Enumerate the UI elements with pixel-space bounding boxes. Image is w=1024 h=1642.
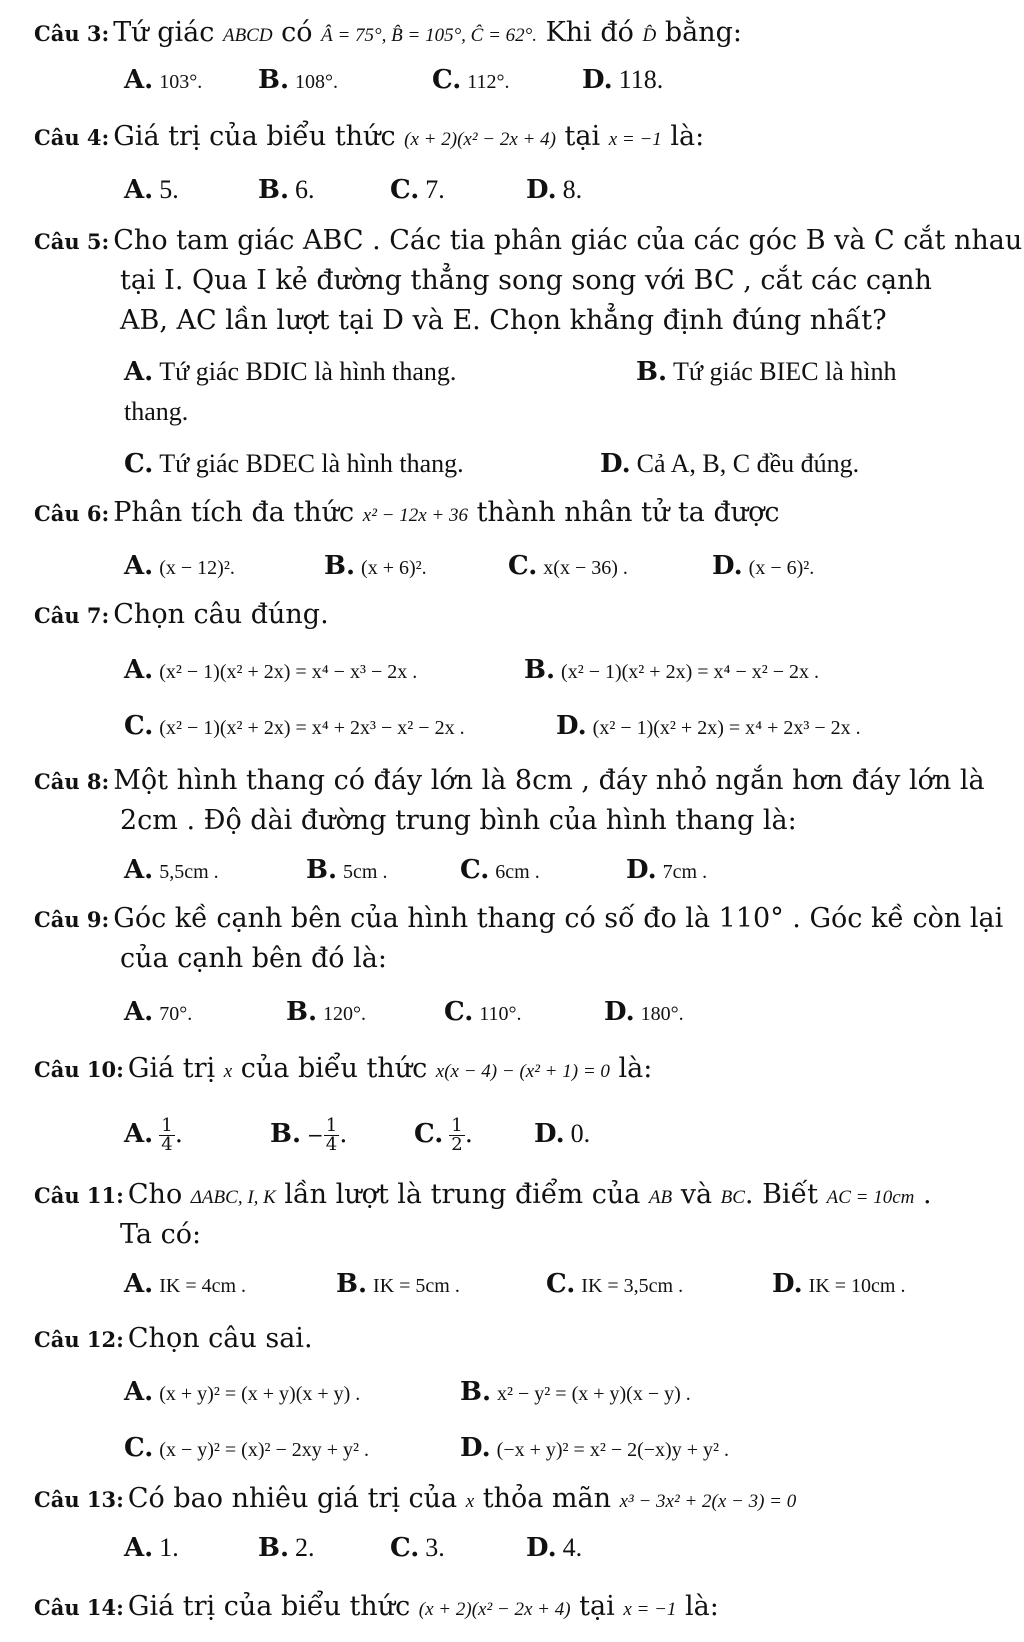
option-b[interactable]: B. x² − y² = (x + y)(x − y) . bbox=[460, 1377, 691, 1407]
question-11: Câu 11: Cho ΔABC, I, K lần lượt là trung điểm của AB và BC. Biết AC = 10cm . bbox=[34, 1179, 932, 1210]
question-number: Câu 12: bbox=[34, 1327, 124, 1352]
question-6: Câu 6: Phân tích đa thức x² − 12x + 36 thành nhân tử ta được bbox=[34, 497, 780, 528]
options-row bbox=[0, 850, 1024, 890]
option-a[interactable]: A. $\frac{1}{4}$ . bbox=[124, 1114, 183, 1155]
option-d[interactable]: D. IK = 10cm . bbox=[772, 1269, 906, 1299]
fraction: − $\frac{1}{4}$ . bbox=[307, 1114, 348, 1155]
minus-sign: − bbox=[307, 1123, 324, 1147]
options-row bbox=[0, 60, 1024, 100]
option-c[interactable]: C. IK = 3,5cm . bbox=[546, 1269, 684, 1299]
options-row bbox=[0, 392, 1024, 432]
option-b[interactable]: B. 2. bbox=[258, 1533, 315, 1563]
option-b[interactable]: B. Tứ giác BIEC là hình bbox=[636, 357, 897, 387]
question-text-line: tại I. Qua I kẻ đường thẳng song song với BC , cắt các cạnh bbox=[120, 265, 932, 296]
question-number: Câu 7: bbox=[34, 603, 110, 628]
option-a[interactable]: A. 5,5cm . bbox=[124, 855, 219, 885]
option-b[interactable]: B. 5cm . bbox=[306, 855, 388, 885]
fraction-value: $\frac{1}{2}$ bbox=[451, 1114, 463, 1155]
options-row bbox=[0, 352, 1024, 392]
option-d[interactable]: D. 4. bbox=[526, 1533, 583, 1563]
option-d[interactable]: D. 0. bbox=[534, 1119, 591, 1149]
options-row bbox=[0, 992, 1024, 1032]
option-a[interactable]: A. (x² − 1)(x² + 2x) = x⁴ − x³ − 2x . bbox=[124, 655, 418, 685]
option-c[interactable]: C. Tứ giác BDEC là hình thang. bbox=[124, 449, 464, 479]
option-c[interactable]: C. 112°. bbox=[432, 65, 510, 95]
option-c[interactable]: C. (x − y)² = (x)² − 2xy + y² . bbox=[124, 1433, 370, 1463]
option-b[interactable]: B. 108°. bbox=[258, 65, 339, 95]
option-d[interactable]: D. 180°. bbox=[604, 997, 684, 1027]
option-a[interactable]: A. 1. bbox=[124, 1533, 179, 1563]
option-d[interactable]: D. 8. bbox=[526, 175, 583, 205]
option-b[interactable]: B. 6. bbox=[258, 175, 315, 205]
option-a[interactable]: A. Tứ giác BDIC là hình thang. bbox=[124, 357, 457, 387]
fraction: $\frac{1}{2}$ . bbox=[451, 1114, 474, 1155]
option-b[interactable]: B. (x + 6)². bbox=[324, 551, 427, 581]
fraction-value: $\frac{1}{4}$ bbox=[161, 1114, 173, 1155]
option-a[interactable]: A. (x + y)² = (x + y)(x + y) . bbox=[124, 1377, 361, 1407]
question-3: Câu 3: Tứ giác ABCD có Â = 75°, B̂ = 105°, Ĉ = 62°. Khi đó D̂ bằng: bbox=[34, 17, 742, 48]
options-row bbox=[0, 170, 1024, 210]
option-d[interactable]: D. Cả A, B, C đều đúng. bbox=[600, 449, 860, 479]
question-13: Câu 13: Có bao nhiêu giá trị của x thỏa mãn x³ − 3x² + 2(x − 3) = 0 bbox=[34, 1483, 797, 1514]
option-a[interactable]: A. 5. bbox=[124, 175, 179, 205]
option-c[interactable]: C. 110°. bbox=[444, 997, 522, 1027]
question-10: Câu 10: Giá trị x của biểu thức x(x − 4) − (x² + 1) = 0 là: bbox=[34, 1053, 653, 1084]
option-a[interactable]: A. (x − 12)². bbox=[124, 551, 235, 581]
question-text-line: của cạnh bên đó là: bbox=[120, 943, 387, 974]
options-row bbox=[0, 444, 1024, 484]
options-row bbox=[0, 1114, 1024, 1154]
options-row bbox=[0, 650, 1024, 690]
option-d[interactable]: D. 7cm . bbox=[626, 855, 708, 885]
option-b[interactable]: B. 120°. bbox=[286, 997, 367, 1027]
question-text-line: Ta có: bbox=[120, 1219, 202, 1250]
question-12: Câu 12: Chọn câu sai. bbox=[34, 1323, 313, 1354]
options-row bbox=[0, 706, 1024, 746]
option-c[interactable]: C. 3. bbox=[390, 1533, 445, 1563]
options-row bbox=[0, 546, 1024, 586]
option-c[interactable]: C. (x² − 1)(x² + 2x) = x⁴ + 2x³ − x² − 2x . bbox=[124, 711, 465, 741]
option-d[interactable]: D. (−x + y)² = x² − 2(−x)y + y² . bbox=[460, 1433, 729, 1463]
options-row bbox=[0, 1264, 1024, 1304]
option-d[interactable]: D. (x² − 1)(x² + 2x) = x⁴ + 2x³ − 2x . bbox=[556, 711, 861, 741]
options-row bbox=[0, 1372, 1024, 1412]
fraction: $\frac{1}{4}$ . bbox=[161, 1114, 183, 1155]
option-a[interactable]: A. 103°. bbox=[124, 65, 203, 95]
option-b[interactable]: B. (x² − 1)(x² + 2x) = x⁴ − x² − 2x . bbox=[524, 655, 820, 685]
fraction-value: $\frac{1}{4}$ bbox=[325, 1114, 338, 1155]
option-d[interactable]: D. (x − 6)². bbox=[712, 551, 815, 581]
question-number: Câu 9: bbox=[34, 907, 110, 932]
option-b[interactable]: B. − $\frac{1}{4}$ . bbox=[270, 1114, 348, 1155]
question-9: Câu 9: Góc kề cạnh bên của hình thang có số đo là 110° . Góc kề còn lại bbox=[34, 903, 1004, 934]
question-number: Câu 3: bbox=[34, 21, 110, 46]
option-c[interactable]: C. $\frac{1}{2}$ . bbox=[414, 1114, 474, 1155]
option-d[interactable]: D. 118. bbox=[582, 65, 664, 95]
question-number: Câu 8: bbox=[34, 769, 110, 794]
option-b-continued: thang. bbox=[124, 397, 189, 426]
option-b[interactable]: B. IK = 5cm . bbox=[336, 1269, 460, 1299]
question-text-line: AB, AC lần lượt tại D và E. Chọn khẳng định đúng nhất? bbox=[120, 305, 887, 336]
question-number: Câu 11: bbox=[34, 1183, 124, 1208]
question-number: Câu 6: bbox=[34, 501, 110, 526]
options-row bbox=[0, 1428, 1024, 1468]
question-8: Câu 8: Một hình thang có đáy lớn là 8cm , đáy nhỏ ngắn hơn đáy lớn là bbox=[34, 765, 985, 796]
option-c[interactable]: C. 7. bbox=[390, 175, 445, 205]
question-5: Câu 5: Cho tam giác ABC . Các tia phân giác của các góc B và C cắt nhau bbox=[34, 225, 1023, 256]
question-text-line: 2cm . Độ dài đường trung bình của hình thang là: bbox=[120, 805, 797, 836]
question-number: Câu 5: bbox=[34, 229, 110, 254]
option-c[interactable]: C. x(x − 36) . bbox=[508, 551, 628, 581]
question-number: Câu 13: bbox=[34, 1487, 124, 1512]
question-7: Câu 7: Chọn câu đúng. bbox=[34, 599, 329, 630]
question-14: Câu 14: Giá trị của biểu thức (x + 2)(x² − 2x + 4) tại x = −1 là: bbox=[34, 1591, 719, 1622]
options-row bbox=[0, 1528, 1024, 1568]
question-number: Câu 14: bbox=[34, 1595, 124, 1620]
option-a[interactable]: A. 70°. bbox=[124, 997, 193, 1027]
question-4: Câu 4: Giá trị của biểu thức (x + 2)(x² − 2x + 4) tại x = −1 là: bbox=[34, 121, 705, 152]
option-a[interactable]: A. IK = 4cm . bbox=[124, 1269, 247, 1299]
question-number: Câu 10: bbox=[34, 1057, 124, 1082]
option-c[interactable]: C. 6cm . bbox=[460, 855, 540, 885]
question-number: Câu 4: bbox=[34, 125, 110, 150]
